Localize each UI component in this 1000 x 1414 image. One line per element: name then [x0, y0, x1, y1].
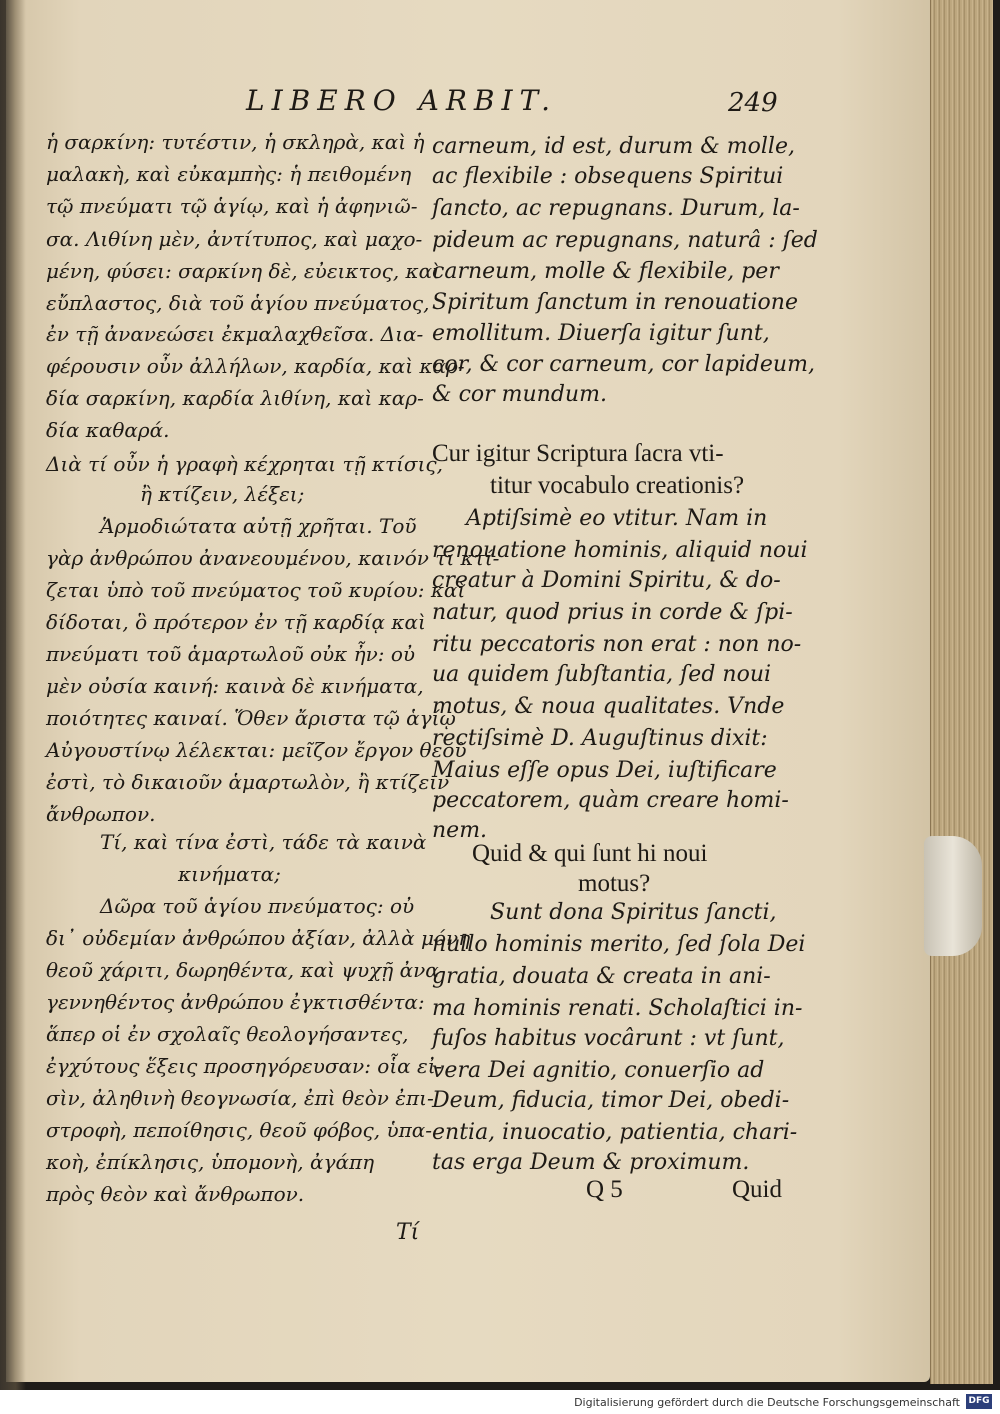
latin-line: gratia, douata & creata in ani-	[432, 964, 771, 989]
latin-question-heading: titur vocabulo creationis?	[490, 472, 745, 499]
latin-question-heading: Cur igitur Scriptura ſacra vti-	[432, 440, 724, 467]
greek-line: φέρουσιν οὖν ἀλλήλων, καρδία, καὶ καρ-	[46, 354, 465, 378]
latin-line: rectiſsimè D. Auguſtinus dixit:	[432, 726, 768, 751]
greek-line: τῷ πνεύματι τῷ ἁγίῳ, καὶ ἡ ἀφηνιῶ-	[46, 194, 418, 218]
latin-line: natur, quod prius in corde & ſpi-	[432, 600, 793, 625]
greek-line: ἄνθρωπον.	[46, 802, 156, 826]
greek-line: δι᾽ οὐδεμίαν ἀνθρώπου ἀξίαν, ἀλλὰ μόνη	[46, 926, 471, 950]
latin-line: Deum, fiducia, timor Dei, obedi-	[432, 1088, 790, 1113]
latin-line: renouatione hominis, aliquid noui	[432, 538, 808, 563]
latin-line: entia, inuocatio, patientia, chari-	[432, 1120, 798, 1145]
digitization-footer	[0, 1390, 1000, 1414]
greek-line: ποιότητες καιναί. Ὅθεν ἄριστα τῷ ἁγίῳ	[46, 706, 456, 730]
latin-line: ritu peccatoris non erat : non no-	[432, 632, 802, 657]
greek-line: γὰρ ἀνθρώπου ἀνανεουμένου, καινόν τι κτί-	[46, 546, 500, 570]
latin-line: Maius eſſe opus Dei, iuſtificare	[432, 758, 777, 783]
latin-line: Sunt dona Spiritus ſancti,	[490, 900, 777, 925]
greek-line: σὶν, ἀληθινὴ θεογνωσία, ἐπὶ θεὸν ἐπι-	[46, 1086, 434, 1110]
dfg-logo: DFG	[966, 1394, 992, 1409]
page-number: 249	[728, 88, 778, 118]
spine-shadow	[0, 0, 26, 1390]
greek-line: Αὐγουστίνῳ λέλεκται: μεῖζον ἔργον θεοῦ	[46, 738, 467, 762]
greek-line: μαλακὴ, καὶ εὐκαμπὴς: ἡ πειθομένη	[46, 162, 412, 186]
latin-line: nem.	[432, 818, 488, 843]
signature-mark: Q 5	[586, 1176, 623, 1203]
latin-line: emollitum. Diuerſa igitur ſunt,	[432, 321, 770, 346]
latin-line: nullo hominis merito, ſed ſola Dei	[432, 932, 806, 957]
latin-line: carneum, molle & flexibile, per	[432, 259, 779, 284]
latin-line: tas erga Deum & proximum.	[432, 1150, 750, 1175]
greek-line: ἅπερ οἱ ἐν σχολαῖς θεολογήσαντες,	[46, 1022, 409, 1046]
greek-line: γεννηθέντος ἀνθρώπου ἐγκτισθέντα:	[46, 990, 425, 1014]
greek-line: εὔπλαστος, διὰ τοῦ ἁγίου πνεύματος,	[46, 291, 430, 315]
greek-line: Δῶρα τοῦ ἁγίου πνεύματος: οὐ	[100, 894, 415, 918]
latin-line: ſancto, ac repugnans. Durum, la-	[432, 196, 800, 221]
latin-line: pideum ac repugnans, naturâ : ſed	[432, 228, 818, 253]
latin-line: Aptiſsimè eo vtitur. Nam in	[466, 506, 768, 531]
running-title: LIBERO ARBIT.	[246, 84, 558, 117]
latin-line: vera Dei agnitio, conuerſio ad	[432, 1058, 765, 1083]
greek-question-line: Διὰ τί οὖν ἡ γραφὴ κέχρηται τῇ κτίσις,	[46, 452, 443, 476]
latin-question-heading: motus?	[578, 870, 651, 897]
greek-line: δίδοται, ὃ πρότερον ἐν τῇ καρδίᾳ καὶ	[46, 610, 426, 634]
latin-line: cor, & cor carneum, cor lapideum,	[432, 352, 815, 377]
greek-line: μένη, φύσει: σαρκίνη δὲ, εὐεικτος, καὶ	[46, 259, 440, 283]
greek-line: ἡ σαρκίνη: τυτέστιν, ἡ σκληρὰ, καὶ ἡ	[46, 130, 425, 154]
latin-line: Spiritum ſanctum in renouatione	[432, 290, 798, 315]
latin-line: & cor mundum.	[432, 382, 607, 407]
greek-line: κοὴ, ἐπίκλησις, ὑπομονὴ, ἀγάπη	[46, 1150, 375, 1174]
greek-line: πνεύματι τοῦ ἁμαρτωλοῦ οὐκ ἦν: οὐ	[46, 642, 416, 666]
latin-line: ac flexibile : obsequens Spiritui	[432, 164, 784, 189]
latin-line: fuſos habitus vocârunt : vt ſunt,	[432, 1026, 785, 1051]
greek-line: πρὸς θεὸν καὶ ἄνθρωπον.	[46, 1182, 305, 1206]
latin-line: carneum, id est, durum & molle,	[432, 134, 795, 159]
funding-credit: Digitalisierung gefördert durch die Deutsche Forschungsgemeinschaft	[574, 1396, 960, 1409]
greek-line: ἐγχύτους ἕξεις προσηγόρευσαν: οἷα εἰ-	[46, 1054, 443, 1078]
latin-line: motus, & noua qualitates. Vnde	[432, 694, 785, 719]
latin-line: ua quidem ſubſtantia, ſed noui	[432, 662, 772, 687]
page-clip	[924, 836, 982, 956]
greek-line: Ἁρμοδιώτατα αὐτῇ χρῆται. Τοῦ	[100, 514, 417, 538]
greek-question-line: ἢ κτίζειν, λέξει;	[140, 482, 305, 506]
latin-line: creatur à Domini Spiritu, & do-	[432, 568, 781, 593]
greek-line: ἐν τῇ ἀνανεώσει ἐκμαλαχθεῖσα. Δια-	[46, 322, 424, 346]
greek-question-line: κινήματα;	[178, 862, 281, 886]
greek-line: μὲν οὐσία καινή: καινὰ δὲ κινήματα,	[46, 674, 424, 698]
greek-catchword: Τί	[396, 1220, 420, 1245]
greek-line: θεοῦ χάριτι, δωρηθέντα, καὶ ψυχῇ ἀνα-	[46, 958, 446, 982]
latin-line: peccatorem, quàm creare homi-	[432, 788, 789, 813]
greek-line: ἐστὶ, τὸ δικαιοῦν ἁμαρτωλὸν, ἢ κτίζειν	[46, 770, 450, 794]
greek-line: δία σαρκίνη, καρδία λιθίνη, καὶ καρ-	[46, 386, 424, 410]
greek-line: δία καθαρά.	[46, 418, 170, 442]
greek-line: στροφὴ, πεποίθησις, θεοῦ φόβος, ὑπα-	[46, 1118, 433, 1142]
greek-line: σα. Λιθίνη μὲν, ἀντίτυπος, καὶ μαχο-	[46, 227, 423, 251]
latin-question-heading: Quid & qui ſunt hi noui	[472, 840, 708, 867]
latin-catchword: Quid	[732, 1176, 782, 1203]
greek-line: ζεται ὑπὸ τοῦ πνεύματος τοῦ κυρίου: καὶ	[46, 578, 466, 602]
book-page-edges	[930, 0, 993, 1384]
greek-question-line: Τί, καὶ τίνα ἐστὶ, τάδε τὰ καινὰ	[100, 830, 427, 854]
latin-line: ma hominis renati. Scholaſtici in-	[432, 996, 803, 1021]
